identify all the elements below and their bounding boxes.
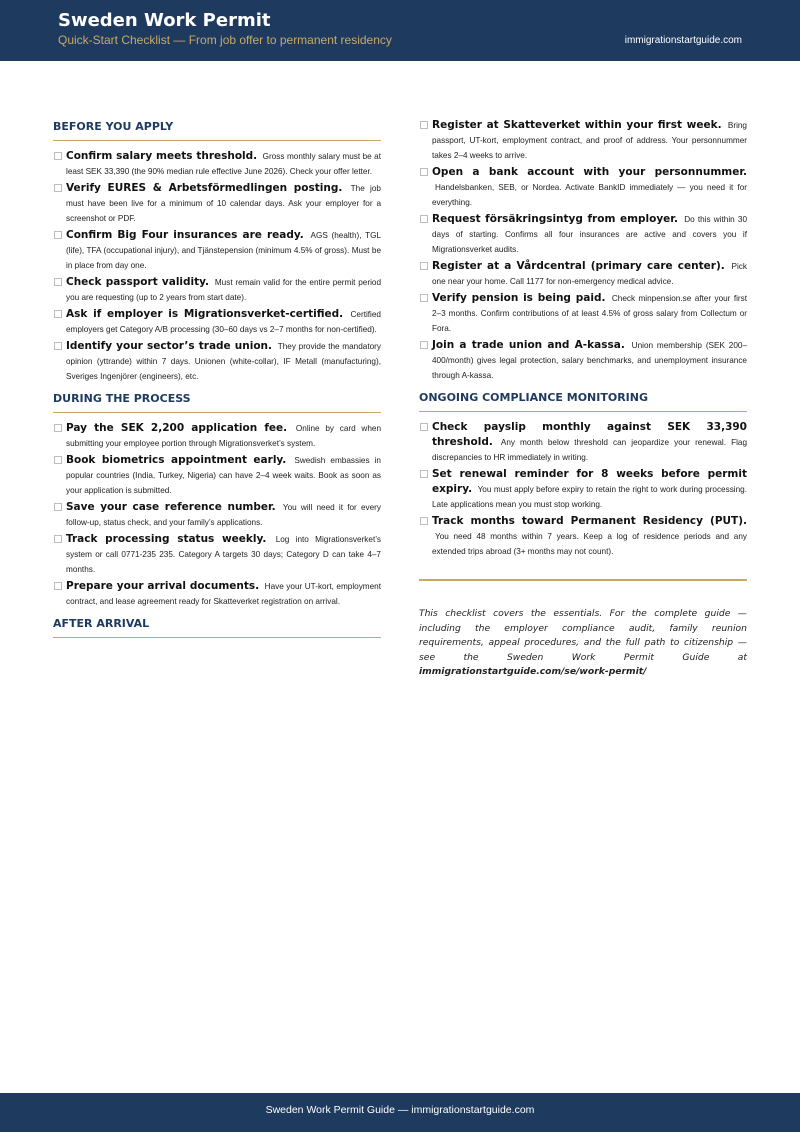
checklist-item <box>419 165 747 210</box>
left-column <box>53 118 381 646</box>
checklist-item-description: Must remain valid for the entire permit period you are requesting (up to 2 years from start date). <box>66 278 382 302</box>
checklist-item-description: Gross monthly salary must be at least SEK 33,390 (the 90% median rule effective June 2026). Check your offer letter. <box>66 152 381 176</box>
guide-link[interactable]: immigrationstartguide.com/se/work-permit/ <box>419 666 647 677</box>
checklist-item-title: Set renewal reminder for 8 weeks before permit expiry. <box>432 468 747 495</box>
checklist-item-title: Book biometrics appointment early. <box>66 454 287 466</box>
section-after-arrival <box>419 118 747 383</box>
checkbox-icon[interactable] <box>420 294 428 302</box>
section-heading: DURING THE PROCESS <box>53 390 381 413</box>
checklist-item-description: Pick one near your home. Call 1177 for non-emergency medical advice. <box>432 262 747 286</box>
checklist-item <box>419 291 747 336</box>
checklist-item <box>419 212 747 257</box>
section-ongoing-compliance <box>419 389 747 559</box>
right-column <box>419 118 747 680</box>
checklist <box>53 149 381 384</box>
page-header <box>0 0 800 61</box>
divider <box>419 579 747 581</box>
checkbox-icon[interactable] <box>54 152 62 160</box>
checkbox-icon[interactable] <box>420 517 428 525</box>
checklist-item-description: Online by card when submitting your employee portion through Migrationsverket’s system. <box>66 424 382 448</box>
checkbox-icon[interactable] <box>54 503 62 511</box>
page-footer <box>0 1093 800 1132</box>
checklist-item-title: Pay the SEK 2,200 application fee. <box>66 422 288 434</box>
checklist-item-title: Identify your sector’s trade union. <box>66 340 272 352</box>
page-subtitle: Quick-Start Checklist — From job offer to permanent residency <box>58 33 392 47</box>
checkbox-icon[interactable] <box>54 582 62 590</box>
checklist-item-description: Certified employers get Category A/B processing (30–60 days vs 2–7 months for non-certified). <box>66 310 381 334</box>
checklist-item-description: Swedish embassies in popular countries (India, Turkey, Nigeria) can have 2–4 week waits. Book as soon as your application is submitted. <box>66 456 381 495</box>
checklist-item <box>53 500 381 530</box>
checklist-item-description: You need 48 months within 7 years. Keep a log of residence periods and any extended trips abroad (3+ months may not count). <box>432 532 747 556</box>
checklist-item-description: You will need it for every follow-up, status check, and your family’s applications. <box>66 503 381 527</box>
checklist-item <box>53 149 381 179</box>
checklist-item-description: Any month below threshold can jeopardize your renewal. Flag discrepancies to HR immediately in writing. <box>432 438 748 462</box>
checklist <box>53 421 381 609</box>
checklist-item-description: Handelsbanken, SEB, or Nordea. Activate BankID immediately — you need it for everything. <box>432 183 747 207</box>
checklist-item <box>419 338 747 383</box>
checkbox-icon[interactable] <box>420 470 428 478</box>
checklist-item-title: Save your case reference number. <box>66 501 276 513</box>
checklist-item <box>53 307 381 337</box>
checkbox-icon[interactable] <box>54 535 62 543</box>
checklist-item-description: Log into Migrationsverket’s system or call 0771-235 235. Category A targets 30 days; Category D can take 4–7 months. <box>66 535 381 574</box>
section-heading: AFTER ARRIVAL <box>53 615 381 638</box>
header-site-url: immigrationstartguide.com <box>624 35 742 46</box>
checkbox-icon[interactable] <box>420 423 428 431</box>
checklist-item <box>419 467 747 512</box>
checklist-item-description: You must apply before expiry to retain the right to work during processing. Late applications mean you must stop working. <box>432 485 747 509</box>
section-after-arrival-heading <box>53 615 381 638</box>
checkbox-icon[interactable] <box>54 184 62 192</box>
checklist-item-title: Confirm Big Four insurances are ready. <box>66 229 304 241</box>
checklist-item-title: Register at a Vårdcentral (primary care center). <box>432 260 725 272</box>
checkbox-icon[interactable] <box>420 121 428 129</box>
checkbox-icon[interactable] <box>54 278 62 286</box>
checkbox-icon[interactable] <box>54 456 62 464</box>
checklist-item <box>53 228 381 273</box>
checklist <box>419 118 747 383</box>
checklist-item-title: Verify pension is being paid. <box>432 292 606 304</box>
checklist-item-description: Bring passport, UT-kort, employment contract, and proof of address. Your personnummer takes 2–4 weeks to arrive. <box>432 121 747 160</box>
checklist-item <box>419 118 747 163</box>
checklist-item-title: Join a trade union and A-kassa. <box>432 339 625 351</box>
checklist-item-title: Verify EURES & Arbetsförmedlingen posting. <box>66 182 343 194</box>
page-title: Sweden Work Permit <box>58 10 271 31</box>
checkbox-icon[interactable] <box>420 262 428 270</box>
checklist <box>419 420 747 559</box>
section-heading: BEFORE YOU APPLY <box>53 118 381 141</box>
note-text: This checklist covers the essentials. For the complete guide — including the employer compliance audit, family reunion requirements, appeal procedures, and the full path to citizenship — see the Sweden Work Permit Guide at <box>419 608 747 663</box>
checkbox-icon[interactable] <box>54 310 62 318</box>
checklist-item-description: Have your UT-kort, employment contract, and lease agreement ready for Skatteverket registration on arrival. <box>66 582 382 606</box>
checklist-item <box>53 181 381 226</box>
checklist-item <box>53 579 381 609</box>
checkbox-icon[interactable] <box>54 342 62 350</box>
footer-text: Sweden Work Permit Guide — immigrationstartguide.com <box>265 1104 535 1116</box>
checklist-item <box>53 421 381 451</box>
checklist-item <box>419 514 747 559</box>
checklist-item-title: Open a bank account with your personnummer. <box>432 166 747 178</box>
checklist-item-title: Register at Skatteverket within your first week. <box>432 119 722 131</box>
checklist-item-description: The job must have been live for a minimum of 10 calendar days. Ask your employer for a screenshot or PDF. <box>66 184 381 223</box>
checklist-item-description: Check minpension.se after your first 2–3 months. Confirm contributions of at least 4.5% of gross salary from Collectum or Fora. <box>432 294 748 333</box>
checklist-item-title: Ask if employer is Migrationsverket-certified. <box>66 308 344 320</box>
checkbox-icon[interactable] <box>420 341 428 349</box>
checklist-item-title: Track months toward Permanent Residency (PUT). <box>432 515 747 527</box>
checkbox-icon[interactable] <box>420 215 428 223</box>
checklist-item-title: Check passport validity. <box>66 276 210 288</box>
section-heading: ONGOING COMPLIANCE MONITORING <box>419 389 747 412</box>
checklist-item <box>419 259 747 289</box>
checklist-item <box>53 339 381 384</box>
checklist-item-title: Prepare your arrival documents. <box>66 580 260 592</box>
checklist-item-description: They provide the mandatory opinion (yttrande) within 7 days. Unionen (white-collar), IF Metall (manufacturing), Sveriges Ingenjörer (engineers), etc. <box>66 342 381 381</box>
checklist-item-description: Do this within 30 days of starting. Confirms all four insurances are active and covers you if Migrationsverket audits. <box>432 215 748 254</box>
checklist-item <box>53 532 381 577</box>
checkbox-icon[interactable] <box>54 424 62 432</box>
closing-note <box>419 607 747 680</box>
section-before-you-apply <box>53 118 381 384</box>
checklist-item-title: Track processing status weekly. <box>66 533 267 545</box>
checklist-item-title: Request försäkringsintyg from employer. <box>432 213 678 225</box>
section-during-the-process <box>53 390 381 609</box>
checklist-item <box>419 420 747 465</box>
checklist-item-title: Confirm salary meets threshold. <box>66 150 258 162</box>
checklist-item-title: Check payslip monthly against SEK 33,390 threshold. <box>432 421 747 448</box>
checklist-item-description: AGS (health), TGL (life), TFA (occupational injury), and Tjänstepension (minimum 4.5% of gross). Must be in place from day one. <box>66 231 381 270</box>
checklist-item <box>53 453 381 498</box>
checklist-item <box>53 275 381 305</box>
checkbox-icon[interactable] <box>420 168 428 176</box>
checkbox-icon[interactable] <box>54 231 62 239</box>
checklist-item-description: Union membership (SEK 200–400/month) gives legal protection, salary benchmarks, and unemployment insurance through A-kassa. <box>432 341 747 380</box>
